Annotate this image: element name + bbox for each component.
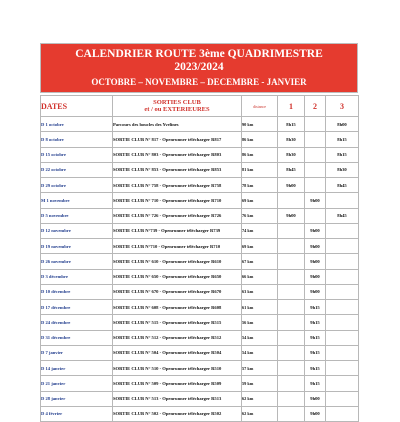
ride-time-group-2 bbox=[305, 162, 326, 177]
column-header-group-1: 1 bbox=[278, 96, 305, 117]
ride-time-group-1: 8h45 bbox=[278, 162, 305, 177]
table-row bbox=[41, 376, 359, 391]
ride-distance: 59 km bbox=[242, 376, 278, 391]
table-row bbox=[41, 315, 359, 330]
ride-date: D 5 novembre bbox=[41, 208, 113, 223]
ride-time-group-3 bbox=[326, 284, 359, 299]
ride-time-group-1 bbox=[278, 223, 305, 238]
ride-time-group-1: 8h15 bbox=[278, 117, 305, 132]
ride-description: SORTIE CLUB N° 504 - Openrunner télécharger R504 bbox=[113, 345, 242, 360]
ride-distance: 74 km bbox=[242, 223, 278, 238]
ride-time-group-3: 8h15 bbox=[326, 147, 359, 162]
ride-time-group-3 bbox=[326, 254, 359, 269]
calendar-season: 2023/2024 bbox=[174, 61, 224, 73]
calendar-header bbox=[40, 43, 358, 93]
ride-description: SORTIE CLUB N° 710 - Openrunner télécharger R710 bbox=[113, 193, 242, 208]
ride-date: D 17 décembre bbox=[41, 300, 113, 315]
ride-distance: 56 km bbox=[242, 315, 278, 330]
table-row bbox=[41, 269, 359, 284]
ride-distance: 57 km bbox=[242, 361, 278, 376]
ride-time-group-1 bbox=[278, 254, 305, 269]
ride-description: SORTIE CLUB N° 509 - Openrunner télécharger R509 bbox=[113, 376, 242, 391]
ride-time-group-2: 9h15 bbox=[305, 361, 326, 376]
table-row bbox=[41, 178, 359, 193]
table-row bbox=[41, 132, 359, 147]
ride-time-group-3: 8h30 bbox=[326, 162, 359, 177]
ride-description: SORTIE CLUB N° 726 - Openrunner télécharger R726 bbox=[113, 208, 242, 223]
ride-date: D 14 janvier bbox=[41, 361, 113, 376]
ride-date: M 1 novembre bbox=[41, 193, 113, 208]
ride-description: SORTIE CLUB N° 513 - Openrunner télécharger R513 bbox=[113, 391, 242, 406]
ride-time-group-3 bbox=[326, 376, 359, 391]
ride-time-group-2: 9h00 bbox=[305, 269, 326, 284]
ride-description: SORTIE CLUB N° 515 - Openrunner télécharger R515 bbox=[113, 315, 242, 330]
ride-time-group-2 bbox=[305, 208, 326, 223]
ride-distance: 78 km bbox=[242, 178, 278, 193]
table-row bbox=[41, 223, 359, 238]
ride-time-group-3: 8h45 bbox=[326, 178, 359, 193]
ride-time-group-1 bbox=[278, 361, 305, 376]
ride-distance: 61 km bbox=[242, 300, 278, 315]
ride-time-group-2: 9h15 bbox=[305, 315, 326, 330]
ride-time-group-1 bbox=[278, 269, 305, 284]
ride-time-group-3 bbox=[326, 269, 359, 284]
ride-description: SORTIE CLUB N° 512 - Openrunner télécharger R512 bbox=[113, 330, 242, 345]
ride-time-group-1 bbox=[278, 239, 305, 254]
ride-description: SORTIE CLUB N° 510 - Openrunner télécharger R510 bbox=[113, 361, 242, 376]
table-row bbox=[41, 406, 359, 421]
ride-date: D 10 décembre bbox=[41, 284, 113, 299]
ride-time-group-3: 8h15 bbox=[326, 132, 359, 147]
calendar-title: CALENDRIER ROUTE 3ème QUADRIMESTRE bbox=[75, 48, 323, 60]
calendar-months: OCTOBRE – NOVEMBRE – DECEMBRE - JANVIER bbox=[91, 77, 307, 87]
ride-distance: 63 km bbox=[242, 284, 278, 299]
ride-time-group-2: 9h15 bbox=[305, 330, 326, 345]
ride-distance: 66 km bbox=[242, 269, 278, 284]
column-header-sorties-line2: et / ou EXTERIEURES bbox=[144, 106, 210, 113]
table-row bbox=[41, 330, 359, 345]
ride-time-group-2: 9h15 bbox=[305, 300, 326, 315]
table-row bbox=[41, 345, 359, 360]
ride-distance: 90 km bbox=[242, 117, 278, 132]
column-header-sorties-line1: SORTIES CLUB bbox=[153, 99, 201, 106]
ride-date: D 31 décembre bbox=[41, 330, 113, 345]
ride-time-group-1 bbox=[278, 315, 305, 330]
ride-date: D 1 octobre bbox=[41, 117, 113, 132]
ride-time-group-1: 8h30 bbox=[278, 132, 305, 147]
ride-date: D 8 octobre bbox=[41, 132, 113, 147]
ride-time-group-3 bbox=[326, 406, 359, 421]
ride-time-group-1 bbox=[278, 391, 305, 406]
ride-time-group-2: 9h00 bbox=[305, 239, 326, 254]
ride-description: SORTIE CLUB N°739 - Openrunner télécharger R739 bbox=[113, 223, 242, 238]
ride-time-group-3 bbox=[326, 391, 359, 406]
ride-time-group-1 bbox=[278, 193, 305, 208]
ride-time-group-2 bbox=[305, 117, 326, 132]
ride-description: SORTIE CLUB N° 502 - Openrunner télécharger R502 bbox=[113, 406, 242, 421]
ride-time-group-1: 9h00 bbox=[278, 178, 305, 193]
ride-time-group-2 bbox=[305, 147, 326, 162]
ride-time-group-1 bbox=[278, 406, 305, 421]
ride-distance: 67 km bbox=[242, 254, 278, 269]
ride-time-group-1 bbox=[278, 345, 305, 360]
ride-date: D 22 octobre bbox=[41, 162, 113, 177]
ride-description: SORTIE CLUB N° 817 - Openrunner télécharger R817 bbox=[113, 132, 242, 147]
ride-time-group-2: 9h15 bbox=[305, 376, 326, 391]
ride-description: SORTIE CLUB N°710 - Openrunner télécharger R710 bbox=[113, 239, 242, 254]
ride-date: D 7 janvier bbox=[41, 345, 113, 360]
ride-time-group-3 bbox=[326, 300, 359, 315]
ride-time-group-1: 8h30 bbox=[278, 147, 305, 162]
ride-time-group-2: 9h00 bbox=[305, 391, 326, 406]
ride-distance: 76 km bbox=[242, 208, 278, 223]
table-row bbox=[41, 117, 359, 132]
ride-distance: 81 km bbox=[242, 162, 278, 177]
table-row bbox=[41, 147, 359, 162]
column-header-distance: distance bbox=[242, 96, 278, 117]
ride-date: D 3 décembre bbox=[41, 269, 113, 284]
ride-date: D 28 janvier bbox=[41, 391, 113, 406]
ride-distance: 62 km bbox=[242, 391, 278, 406]
ride-date: D 4 février bbox=[41, 406, 113, 421]
ride-time-group-2: 9h00 bbox=[305, 254, 326, 269]
ride-time-group-3 bbox=[326, 239, 359, 254]
ride-date: D 29 octobre bbox=[41, 178, 113, 193]
ride-time-group-3 bbox=[326, 193, 359, 208]
ride-time-group-3 bbox=[326, 345, 359, 360]
table-row bbox=[41, 208, 359, 223]
ride-time-group-2 bbox=[305, 178, 326, 193]
ride-date: D 26 novembre bbox=[41, 254, 113, 269]
ride-distance: 86 km bbox=[242, 147, 278, 162]
ride-time-group-1 bbox=[278, 300, 305, 315]
column-header-group-2: 2 bbox=[305, 96, 326, 117]
ride-time-group-2 bbox=[305, 132, 326, 147]
ride-time-group-1: 9h00 bbox=[278, 208, 305, 223]
calendar-table bbox=[40, 95, 359, 422]
ride-time-group-1 bbox=[278, 284, 305, 299]
column-header-dates: DATES bbox=[41, 96, 113, 117]
table-row bbox=[41, 162, 359, 177]
ride-distance: 69 km bbox=[242, 193, 278, 208]
table-row bbox=[41, 239, 359, 254]
ride-time-group-3 bbox=[326, 315, 359, 330]
table-row bbox=[41, 254, 359, 269]
ride-time-group-2: 9h00 bbox=[305, 284, 326, 299]
table-row bbox=[41, 300, 359, 315]
ride-time-group-3 bbox=[326, 330, 359, 345]
ride-description: SORTIE CLUB N° 608 - Openrunner télécharger R608 bbox=[113, 300, 242, 315]
ride-description: SORTIE CLUB N° 803 - Openrunner télécharger R803 bbox=[113, 147, 242, 162]
ride-distance: 54 km bbox=[242, 330, 278, 345]
table-row bbox=[41, 391, 359, 406]
ride-time-group-3 bbox=[326, 361, 359, 376]
ride-description: Parcours des boucles des Yvelines bbox=[113, 117, 242, 132]
ride-description: SORTIE CLUB N° 758 - Openrunner télécharger R758 bbox=[113, 178, 242, 193]
ride-time-group-3 bbox=[326, 223, 359, 238]
ride-time-group-1 bbox=[278, 376, 305, 391]
ride-description: SORTIE CLUB N° 650 - Openrunner télécharger R650 bbox=[113, 269, 242, 284]
ride-time-group-3: 8h45 bbox=[326, 208, 359, 223]
ride-time-group-2: 9h00 bbox=[305, 406, 326, 421]
ride-date: D 24 décembre bbox=[41, 315, 113, 330]
ride-distance: 54 km bbox=[242, 345, 278, 360]
table-header-row bbox=[41, 96, 359, 117]
table-row bbox=[41, 193, 359, 208]
ride-date: D 19 novembre bbox=[41, 239, 113, 254]
table-row bbox=[41, 361, 359, 376]
ride-time-group-1 bbox=[278, 330, 305, 345]
ride-time-group-2: 9h00 bbox=[305, 223, 326, 238]
ride-description: SORTIE CLUB N° 670 - Openrunner télécharger R670 bbox=[113, 284, 242, 299]
ride-date: D 21 janvier bbox=[41, 376, 113, 391]
ride-time-group-3: 8h00 bbox=[326, 117, 359, 132]
column-header-group-3: 3 bbox=[326, 96, 359, 117]
ride-description: SORTIE CLUB N° 853 - Openrunner télécharger R853 bbox=[113, 162, 242, 177]
ride-date: D 15 octobre bbox=[41, 147, 113, 162]
column-header-sorties bbox=[113, 96, 242, 117]
table-row bbox=[41, 284, 359, 299]
ride-distance: 86 km bbox=[242, 132, 278, 147]
ride-distance: 69 km bbox=[242, 239, 278, 254]
ride-time-group-2: 9h15 bbox=[305, 345, 326, 360]
ride-description: SORTIE CLUB N° 610 - Openrunner télécharger R610 bbox=[113, 254, 242, 269]
ride-date: D 12 novembre bbox=[41, 223, 113, 238]
ride-time-group-2: 9h00 bbox=[305, 193, 326, 208]
ride-distance: 62 km bbox=[242, 406, 278, 421]
